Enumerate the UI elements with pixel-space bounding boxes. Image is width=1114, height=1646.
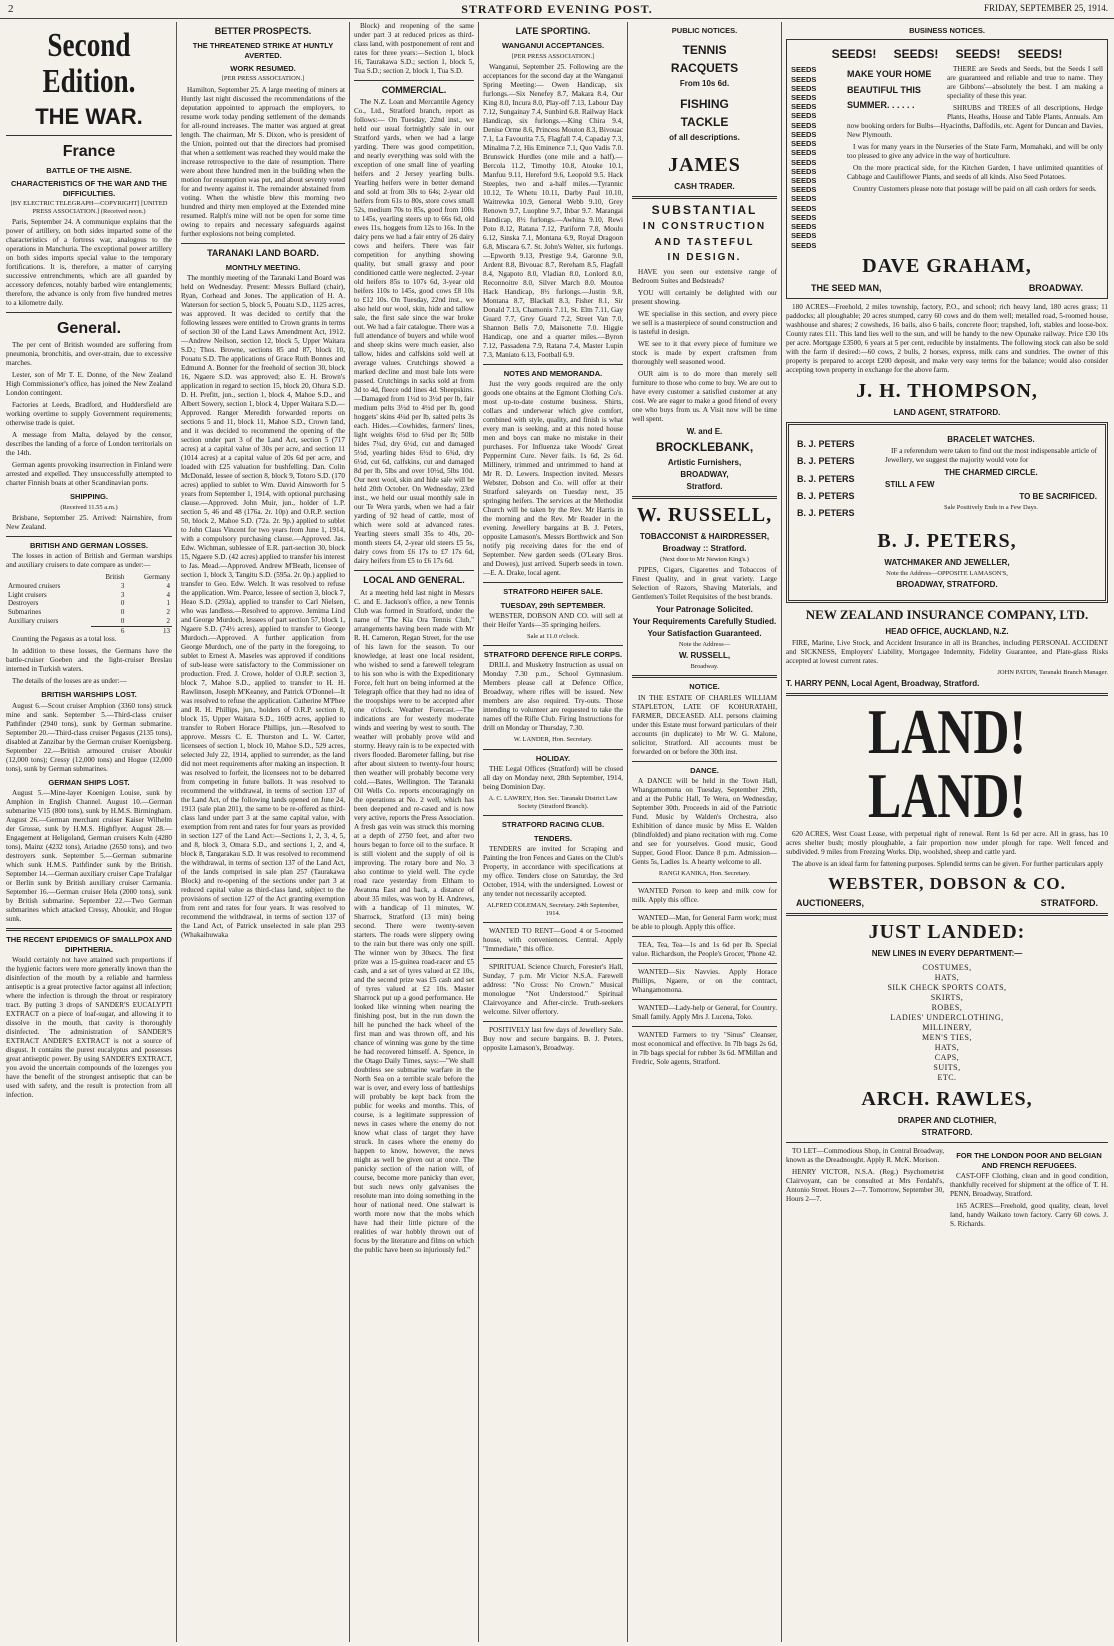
- divider: [632, 936, 777, 937]
- peters-name: B. J. PETERS,: [877, 530, 1017, 553]
- divider: [786, 913, 1108, 916]
- new-lines-heading: NEW LINES IN EVERY DEPARTMENT:—: [871, 949, 1023, 959]
- divider: [354, 570, 474, 571]
- rifle-heading: STRATFORD DEFENCE RIFLE CORPS.: [483, 650, 623, 659]
- table-header-row: [6, 573, 172, 582]
- prospects-subheading: WORK RESUMED.: [230, 64, 296, 73]
- land-heading: LAND! LAND!: [867, 695, 1027, 831]
- brocklebank-town: Stratford.: [686, 481, 723, 491]
- column-sporting: [483, 22, 623, 1642]
- seeds-paragraph: SHRUBS and TREES of all descriptions, Hedge Plants, Heaths, House and Table Plants, Annuals. Am now booking orders for Bulbs—Hyacinths, Daffodils, etc. Agent for Duncan and Davies, New Plymouth.: [847, 104, 1103, 140]
- war-heading: THE WAR.: [35, 104, 143, 130]
- table-cell: 4: [166, 581, 170, 590]
- losses-paragraph: In addition to these losses, the Germans have the battle-cruiser Goeben and the light-cruiser Breslau interned in Turkish waters.: [6, 647, 172, 674]
- divider: [632, 496, 777, 499]
- rawles-name: ARCH. RAWLES,: [861, 1088, 1033, 1111]
- divider: [354, 80, 474, 81]
- russell-tagline: Your Patronage Solicited.: [656, 605, 753, 614]
- taranaki-subheading: MONTHLY MEETING.: [225, 262, 301, 272]
- column-business-notices: [786, 22, 1108, 1642]
- table-cell: 3: [120, 581, 125, 590]
- tennis-ad-line: TENNIS: [682, 43, 727, 58]
- seeds-side-list: SEEDS SEEDS SEEDS SEEDS SEEDS SEEDS SEEDS SEEDS SEEDS SEEDS SEEDS SEEDS SEEDS SEEDS SEEDS SEEDS SEEDS SEEDS SEEDS SEEDS: [791, 65, 817, 250]
- divider: [483, 364, 623, 365]
- public-notices-heading: PUBLIC NOTICES.: [671, 26, 738, 35]
- descriptions-line: of all descriptions.: [669, 133, 740, 143]
- seeds-body: [847, 65, 1103, 194]
- classified-ad: HENRY VICTOR, N.S.A. (Reg.) Psychometrist Clairvoyant, can be consulted at Mrs Ferdahl's, Antonio Street. Hours 2—7. Tomorrow, September 30, Hours 2—7.: [786, 1168, 944, 1204]
- list-item: CAPS,: [934, 1053, 960, 1063]
- classified-ad: POSITIVELY last few days of Jewellery Sale. Buy now and secure bargains. B. J. Peters, opposite Lamason's, Broadway.: [483, 1026, 623, 1053]
- shipping-paragraph: Brisbane, September 25. Arrived: Nairnshire, from New Zealand.: [6, 513, 172, 531]
- furniture-paragraph: WE specialise in this section, and every piece we sell is a masterpiece of sound construction and is tasteful in design.: [632, 309, 777, 336]
- prospects-heading: BETTER PROSPECTS.: [214, 26, 312, 36]
- table-total-cell: 6: [91, 626, 126, 635]
- table-cell: Submarines: [8, 608, 42, 617]
- wanganui-article: Wanganui, September 25. Following are the acceptances for the second day at the Wanganui Spring Meeting:— Owen Handicap, six furlongs.—Six Nenefey 8.7, Makara 8.4, Our King 8.0, Incura 8.0, Play-off 7.13, Labour Day 7.12, Sungainay 7.4, Sunbird 6.8. Railway Hack Handicap, six furlongs.—King Chira 9.4, Denise Orme 8.6, Princess Mouton 8.3, Bivouac 7.1, La Favourita 7.5, Flagfall 7.4, Capaday 7.3, Minalma 7.2, His Eminence 7.1, Quo Vadis 7.0. Brunswick Hurdles (one mile and a half).—Bercola 11.2, Timothy 10.8, Atouke 10.1, Manfuu 9.11, Hereford 9.6, Leopold 9.5. Hack Steeples, two and a-half miles.—Tyrannic 10.12, Te Whetu 10.11, Darby Paul 10.10, Waitrewka 10.9, General Webb 9.10, Grey Renown 9.7, Luophne 9.7, Ihbar 9.7. Marangai Handicap, 8½ furlongs.—Awhina 9.10, Rewi Poto 8.12, Ratana 7.12, Pariform 7.8, Moulu 6.12, Sinska 7.1, Montana 6.9, Royal Dragoon 6.8, Miscara 6.7. St. John's Welter, six furlongs.—Epworth 9.13, Prestige 9.4, Garonne 9.0, Ardent 8.8, Bivouac 8.7, Rereham 8.5, Flagfall 8.4, Ngapoto 8.0, Vladian 8.0, Lonlord 8.0, Reconnoitre 8.0, Silver March 8.0. Moutoa Hack Handicap, 8½ furlongs.—Justin 9.8, Montana 8.7, Blackall 8.3, Fisher 8.1, Sir Donald 7.13, Chamonix 7.11, St. Elm 7.11, Gay Guard 7.7, Grey Guard 7.2, Street Van 7.0, Shannon Bells 7.0, Maisonette 7.0. Higgie Handicap, one and a quarter miles.—Byron 7.12, Passadena 7.9, Ratana 7.4, Master Lupin 7.3, Maniato 6.13, Football 6.9.: [483, 62, 623, 359]
- notice-paragraph: IN THE ESTATE OF CHARLES WILLIAM STAPLETON, LATE OF KOHURATAHI, FARMER, DECEASED. ALL persons claiming under this Estate must forward particulars of their accounts (in duplicate) to Mr W. G. Malone, solicitor, Stratford. All accounts must be forwarded on or before the 30th inst.: [632, 693, 777, 756]
- seeds-paragraph: On the more practical side, for the Kitchen Garden, I have unlimited quantities of Cabbage and Cauliflower Plants, and seeds of all kinds. Also Seed Potatoes.: [847, 164, 1103, 182]
- masthead: [0, 0, 1114, 19]
- continued-article: Block) and reopening of the same under part 3 at reduced prices as third-class land, with postponement of rent and rates for three years:—Section 1, block 16, Taurakawa S.D.; section 1, block 5, Tua S.D.; section 2, block 1, Tua S.D.: [354, 22, 474, 75]
- column-rule: [176, 22, 177, 1642]
- insurance-heading: NEW ZEALAND INSURANCE COMPANY, LTD.: [805, 607, 1089, 623]
- webster-name: WEBSTER, DOBSON & CO.: [828, 873, 1066, 893]
- table-cell: 1: [166, 599, 170, 608]
- dave-graham-footer: THE SEED MAN, BROADWAY.: [811, 282, 1083, 293]
- russell-address: Broadway :: Stratford.: [662, 543, 747, 553]
- furniture-headline: IN CONSTRUCTION: [642, 221, 767, 233]
- peters-trade: WATCHMAKER AND JEWELLER,: [884, 558, 1010, 568]
- classified-ad: WANTED Person to keep and milk cow for milk. Apply this office.: [632, 887, 777, 905]
- list-item: ETC.: [937, 1073, 957, 1083]
- table-header-cell: Germany: [143, 573, 170, 582]
- losses-paragraph: Counting the Pegasus as a total loss.: [12, 635, 117, 644]
- smallpox-advert: Would certainly not have attained such proportions if the hygienic factors were more generally known than the disinfection of the mouth by a reliable and harmless antiseptic is a great protective factor against all infection; where the infection is through the throat or respiratory tract. By putting 3 drops of SANDER'S EUCALYPTI EXTRACT on a piece of loaf-sugar, and allowing it to dissolve in the mouth, that cavity is thoroughly disinfected. The administration of SANDER'S EXTRACT ANDER'S EXTRACT is not a source of disgust. It contains the purest eucalyptus and possesses great antiseptic power. By using SANDER'S EXTRACT, you avoid the uncertain compounds of the lozenges you have the benefit of the strongest antiseptic that can be used with safety, and the result is protection from all infection.: [6, 955, 172, 1099]
- france-subheading: BATTLE OF THE AISNE.: [46, 165, 132, 175]
- table-total-row: [6, 626, 172, 635]
- holiday-signature: A. C. LAWREY, Hon. Sec. Taranaki District Law Society (Stratford Branch).: [488, 794, 618, 810]
- russell-street: Broadway.: [690, 663, 719, 671]
- divider: [181, 243, 345, 244]
- sporting-heading: LATE SPORTING.: [515, 26, 591, 36]
- table-cell: 0: [120, 616, 125, 625]
- farm-listing: 180 ACRES—Freehold, 2 miles township, factory, P.O., and school; rich heavy land, 180 acres grass; 11 paddocks; all ploughable; 20 acres stumped, carry 60 cows and do them well; metalled road, 5-roomed house, washhouse and shares; 2 cowsheds, 16 bails, also 6 bails, concrete floor; trapshed, loft, stables and loose-box. County rates £11. This land lies well to the sun, and will be handy to the new Opunake railway. Price £30 10s per acre. Mortgage £3500, 6 years at 5 per cent, reducible by instalments. The following stock can also be sold with the farm if desired:—60 cows, 2 bulls, 2 horses, express, milk cans and sundries. The owner of this property is prepared to accept £200 deposit, and make very easy terms for the balance; would also consider accepting town property in exchange for the above farm.: [786, 303, 1108, 374]
- general-paragraph: German agents provoking insurrection in Finland were arrested and expelled. They unsuccessfully attempted to charter Finnish boats at other Scandinavian ports.: [6, 461, 172, 488]
- furniture-headline: AND TASTEFUL: [654, 236, 755, 248]
- notes-heading: NOTES AND MEMORANDA.: [503, 368, 603, 378]
- divider: [632, 999, 777, 1000]
- table-row: [6, 617, 172, 626]
- prospects-credit: [PER PRESS ASSOCIATION.]: [221, 75, 305, 83]
- classified-ad: 165 ACRES—Freehold, good quality, clean, level land, handy Waikato town factory. Carry 60 cows. J. S. Richards.: [950, 1202, 1108, 1228]
- table-row: [6, 582, 172, 591]
- column-war-news: [6, 22, 172, 1642]
- brocklebank-initials: W. and E.: [686, 426, 723, 436]
- heifer-sale-date: TUESDAY, 29th SEPTEMBER.: [500, 600, 606, 610]
- table-cell: 0: [120, 599, 125, 608]
- table-cell: 2: [166, 608, 170, 617]
- general-paragraph: A message from Malta, delayed by the censor, describes the landing of a force of London territorials on the 14th.: [6, 431, 172, 458]
- insurance-agent: T. HARRY PENN, Local Agent, Broadway, Stratford.: [786, 678, 980, 688]
- russell-trade: TOBACCONIST & HAIRDRESSER,: [639, 531, 770, 541]
- taranaki-heading: TARANAKI LAND BOARD.: [207, 247, 319, 258]
- seeds-paragraph: I was for many years in the Nurseries of the State Farm, Momahaki, and will be only too pleased to give any advice in the way of horticulture.: [847, 143, 1103, 161]
- taranaki-article: The monthly meeting of the Taranaki Land Board was held on Wednesday. Present: Messrs Bullard (chair), Ryan, Corhead and Jones. The application of H. A. Waterson for section 5, block 5, Pouatu S.D., 1125 acres, was approved. It was decided to certify that the following lessees were entitled to Crown grants in terms of section 30 of the Land Laws Amendment Act, 1912.—Andrew Neilson, section 12, block 5, Upper Waitara S.D.; Thos. Browne, sections 85 and 87, block 10, Pouatu S.D. The applications of Grace Ruth Bonnes and Edmund A. Bonner for the freehold of section 30, block 16, Ngaere S.D. was approved; also E. H. Brown's application in regard to section 15, block 20, Ohura S.D. D. H. Prefitt, jun., section 1, block 4, Mahoe S.D., and Albert Sowery, section 1, block 4, Upper Waitara S.D.—Approved. Ranger Meredith forwarded reports on sections 5 and 11, block 11, Mahoe S.D., Crown land, and it was decided to recommend the opening of the section under part 3 of the Land Act, section 5 (717 acres) at a capital value of 30s per acre, and section 11 (1014 acres) at a capital value of 20s 6d per acre, and loaded with £25 valuation for bushfelling. Dan. Colin McDonald, lessee of section 8, block 9, Totoro S.D. (170 acres) applied to sublet to Wm. David Ainsworth for 5 years from September 1, 1914, with optional purchasing clause.—Approved. John Muir, jun., holder of L.P. section 5, 46 and 48 (176a. 2r. 10p) and O.R.P. section 50, block 2, Mahoe S.D. (72a. 2r. 9p.) applied to sublet to John Claus Vincent for two years from June 1, 1914, with a compulsory purchasing clause.—Approved. Jas. Edw. Wichman, sublessee of E.R. part-section 30, block 15, Ngaere S.D. (42 acres) applied to transfer his interest to Jas. Mead.—Approved. Andrew M'Beath, licensee of section 1, block 3, Tangitu S.D. (595a. 2r. 0p.) applied to transfer to Geo. Edw. Welch. It was resolved to refuse the application. Wm. Pearce, lessee of section 3, block 7, Heao S.D. (293a), applied to transfer to Carl Nielsen, who was landless.—Resolved to approve. Jemima Lind and George Murdoch, lessees of part section 57, block 1, Ngaere S.D. (74½ acres), applied to transfer to George Murdoch.—Approved. A further application from George Murdoch, one of the party in the foregoing, to sublet to Ernest A. Maseles was approved if conditions of sub-lease were satisfactory to the Commissioner on production. Fred. J. Crowe, holder of O.R.P. section 3, block 7, Mahoe S.D., applied to transfer to H. H. Rawlinson, Joseph M'Keaney, and Patrick O'Donnel—It was resolved to refuse the application. Catherine M'Phee and R. H. Phillips, jun., holders of O.R.P. section 8, block 15, Upper Waitara S.D., 1609 acres, applied to transfer to Robert Horace Phillips, jun.—Resolved to approve. Messrs C. E. Thurston and L. W. Carter, licensees of section 1, block 10, Mahoe S.D., 529 acres, selected July 22, 1914, applied to surrender, as the land did not meet requirements after making an inspection. It was resolved to forfeit, the licensees not to be debarred from competing in future ballots. It was resolved to recommend the withdrawal, in terms of section 137 of the Land Act, of the following lands opened on June 24, 1913 (sale plan 201), the same to be re-offered as third-class land under part 3 at the same capital value, with exemption from rent and rates for four years as provided in section 127 of the Land Act:—Sections 1, 2, 3, 4, 5, and 8, block 3, Omara S.D., and sections 1, 2, and 4, block 8, Tangarakau S.D. It was resolved to recommend the withdrawal, in terms of section 137 of the Land Act, of the lands comprised in sale plan 257 (Taurakawa Block) and re-opening of the sections under part 3 at reduced capital value as third-class land, subject to the provisions of section 127 of the Act granting exemption from rent and rates for four years. It was resolved to recommend the withdrawal, in terms of section 137 of the Land Act, of Patrick unselected in sale plan 293 (Whakaihuwaka: [181, 274, 345, 940]
- list-item: COSTUMES,: [922, 963, 972, 973]
- dave-graham-name: DAVE GRAHAM,: [862, 254, 1032, 277]
- prospects-article: Hamilton, September 25. A large meeting of miners at Huntly last night discussed the recommendations of the deputation appointed to approach the employers, to resume work today pending settlement of the demands for all-round increases. The matter was argued at great length. The chairman, Mr S. Dixon, who is president of the Union, pointed out that the directors had promised that when a settlement was reached they would make the increase retrospective to the date of resumption. There were about three hundred men in the building when the motion for resumption was put, and about seventy voted for and twenty against it. The remainder abstained from voting. When the whistle blew this morning two hundred and thirty men employed at the Extended mine resumed. Ralph's mine will not be open for some time owing to repairs and necessary safeguards against further explosions not being completed.: [181, 85, 345, 238]
- column-local-news: [181, 22, 345, 1642]
- rifle-text: DRILL and Musketry Instruction as usual on Monday 7.30 p.m., School Gymnasium. Members please call at Defence Office, Broadway, where rifles will be issued. New members are also required. Try-outs. Those intending to volunteer are requested to take the names off the Rifle Club. Firing Instructions for drill on Monday or Thursday, 7.30.: [483, 661, 623, 733]
- dance-paragraph: A DANCE will be held in the Town Hall, Whangamomona on Tuesday, September 29th, and at the Public Hall, Te Wera, on Wednesday, September 30th. Proceeds in aid of the Patriotic Fund. Music by Walden's Orchestra, also Exhibition of dance music by Miss E. Walden (blindfolded) and piano recitation with rug. Come and see for yourselves. Good music, Good Supper, Good Floor. Dance 8 p.m. Admission—Gents 5s, Ladies 1s. A hearty welcome to all.: [632, 777, 777, 866]
- russell-location: (Next door to Mr Newton King's.): [660, 555, 749, 563]
- just-landed-heading: JUST LANDED:: [868, 921, 1026, 944]
- classified-ad: WANTED—Lady-help or General, for Country. Small family. Apply Mrs J. Lucena, Toko.: [632, 1004, 777, 1022]
- france-headline: CHARACTERISTICS OF THE WAR AND THE DIFFICULTIES.: [11, 179, 167, 198]
- divider: [6, 928, 172, 931]
- list-item: SKIRTS,: [930, 993, 964, 1003]
- table-header-cell: [6, 573, 91, 582]
- general-paragraph: Factories at Leeds, Bradford, and Huddersfield are working overtime to supply Government requirements; otherwise trade is quiet.: [6, 401, 172, 428]
- russell-name-small: W. RUSSELL,: [678, 651, 731, 661]
- rawles-trade: DRAPER AND CLOTHIER,: [897, 1116, 997, 1126]
- table-cell: 4: [166, 590, 170, 599]
- seeds-advert: [786, 39, 1108, 299]
- seeds-paragraph: Country Customers please note that postage will be paid on all cash orders for seeds.: [853, 185, 1097, 194]
- table-row: [6, 599, 172, 608]
- smallpox-heading: THE RECENT EPIDEMICS OF SMALLPOX AND DIPHTHERIA.: [6, 935, 172, 954]
- land-paragraph: 620 ACRES, West Coast Lease, with perpetual right of renewal. Rent 1s 6d per acre. All in grass, has 10 acres shelter bush; mostly ploughable, a fair proportion now under plough for rape. Well fenced and subdivided. 9 miles from Freezing Works. Dip, woolshed, sheep and cattle yard.: [786, 829, 1108, 856]
- divider: [6, 135, 172, 136]
- classified-ad: SPIRITUAL Science Church, Forester's Hall, Sunday, 7 p.m. Mr Victor N.S.A. Farewell address: "No Cross: No Crown." Musical monologue "Not Understood." Spiritual Clairvoyance and After-circle. Truth-seekers welcome. Silver offertory.: [483, 963, 623, 1017]
- peters-advert: [786, 422, 1108, 603]
- webster-footer: AUCTIONEERS, STRATFORD.: [796, 898, 1098, 908]
- column-commercial: [354, 22, 474, 1642]
- list-item: SILK CHECK SPORTS COATS,: [887, 983, 1007, 993]
- insurance-manager: JOHN PATON, Taranaki Branch Manager.: [997, 668, 1108, 676]
- cash-trader-line: CASH TRADER.: [674, 182, 735, 192]
- thompson-subtitle: LAND AGENT, STRATFORD.: [893, 408, 1001, 417]
- classified-ad: TO LET—Commodious Shop, in Central Broadway, known as the Dreadnought. Apply R. McK. Morison.: [786, 1147, 944, 1165]
- classified-ad: CAST-OFF Clothing, clean and in good condition, thankfully received for shipment at the office of T. H. PENN, Broadway, Stratford.: [950, 1172, 1108, 1198]
- russell-paragraph: PIPES, Cigars, Cigarettes and Tobaccos of Finest Quality, and in great variety. Large Selection of Razors, Shaving Materials, and Gentlemen's Toilet Requisites of the best brands.: [632, 566, 777, 601]
- rawles-town: STRATFORD.: [921, 1128, 973, 1138]
- divider: [483, 1021, 623, 1022]
- general-paragraph: Lester, son of Mr T. E. Donne, of the New Zealand High Commissioner's office, has joined the New Zealand London contingent.: [6, 371, 172, 398]
- tackle-ad-line: TACKLE: [680, 115, 729, 130]
- divider: [632, 675, 777, 678]
- table-cell: Armoured cruisers: [8, 581, 61, 590]
- german-lost-heading: GERMAN SHIPS LOST.: [48, 777, 130, 787]
- divider: [632, 196, 777, 199]
- list-item: ROBES,: [931, 1003, 963, 1013]
- local-general-heading: LOCAL AND GENERAL.: [363, 575, 465, 586]
- dance-heading: DANCE.: [690, 765, 719, 775]
- seeds-banner: SEEDS! SEEDS! SEEDS! SEEDS!: [831, 47, 1063, 62]
- furniture-paragraph: YOU will certainly be delighted with our present showing.: [632, 288, 777, 306]
- land-paragraph: The above is an ideal farm for fattening purposes. Splendid terms can be given. For further particulars apply: [792, 859, 1104, 868]
- tenders-heading: TENDERS.: [534, 833, 572, 843]
- bottom-classifieds: [786, 1147, 1108, 1232]
- heifer-sale-heading: STRATFORD HEIFER SALE.: [503, 587, 603, 597]
- furniture-headline: IN DESIGN.: [667, 252, 742, 264]
- dance-signature: RANGI KANIKA, Hon. Secretary.: [658, 870, 751, 877]
- notes-article: Just the very goods required are the only goods one obtains at the Egmont Clothing Co's. most up-to-date costume business. Shirts, collars and underwear which give comfort, combined with style, quality, and finish is what every man is seeking, and at this noted house men and boys can make no mistake in their purchases. For Influenza take Woods' Great Peppermint Cure. Never fails. 1s 6d, 2s 6d. Millinery, trimmed and untrimmed to hand at Mr R. D. Lewers. Inspection invited. Messrs Webster, Dobson and Co. will offer at their Stratford saleyards on Tuesday next, 35 springing heifers. The services at the Methodist Church will be taken by the Rev. Mr Harris in the morning and the Rev. Mr Reader in the evening. Jewellery bargains at B. J. Peters, opposite Lamason's. Messrs Borthwick and Son notify pig receiving dates for the end of September. New garden seeds (O'Leary Bros. and Dowes), just arrived. Superb seeds in town.—E. A. Drake, local agent.: [483, 380, 623, 578]
- racquets-ad-line: RACQUETS: [670, 61, 739, 76]
- table-total-cell: 13: [126, 626, 172, 635]
- commercial-article: The N.Z. Loan and Mercantile Agency Co., Ltd., Stratford branch, report as follows:— On Tuesday, 22nd inst., we held our usual fortnightly sale in our Stratford yards, when we had a large yarding. There was good competition, and nearly everything was sold with the exception of one small line of yearling heifers and 2 Jersey yearling bulls. Yearling heifers were in better demand and sold at from 30s to 64s; 2-year old heifers from 61s to 80s, store cows small 52s, medium 70s to 85s, good from 100s to 145s, yearling steers up to 66s 6d, old ewes 11s, hoggets from 12s to 16s. In the dairy pens we had a fair entry of 26 dairy cows and heifers. There was fair competition for anything showing quality, but small grassy and poor conditioned cattle were neglected. 2-year old heifers 85s to 107s 6d, 3-year old heifers 110s to 145s, good cows £8 10s to £12 10s. On Tuesday, 22nd inst., we also held our wool, skin, hide and tallow sale, the first sale since the war broke out. We had a fair catalogue. There was a full attendance of buyers and while wool and sheep skins were much easier, also tallow, hides and calfskins sold well at average values. Crutchings showed a marked decline and most bale lots were passed. Crutchings in sacks sold at from 3d to 4d, fleece odd lines 4d. Sheepskins.—Damaged from 1½d to 3½d per lb, fair medium pelts 3½d to 4½d per lb, good hoggets' skins 4¼d per lb, salted pelts 3s each. Hides.—Cowhides, farmers' lines, light weights 6½d to 6¾d per lb; 50lb hides 7¼d, dry 6½d, cut and damaged 5½d, yearling hides 6½d to 6¾d, dry 6½d, cut 6d, calfskins, cut and damaged 8d per lb, 5lbs and over 10½d, 5lbs 10d. Our next wool, skin and hide sale will be held 20th October. On Wednesday, 23rd inst., we held our usual monthly sale in our Te Wera yards, when we had a fair yarding of 92 head of cattle, most of which were sold at advanced rates. Yearling steers small 35s to 40s, 20-month steers £4, 2-year old steers £5 5s, dairy cows from £6 17s to £7 17s 6d, dairy heifers from £5 to £6 17s 6d.: [354, 98, 474, 566]
- table-cell: 0: [120, 608, 125, 617]
- local-general-article: At a meeting held last night in Messrs C. and E. Jackson's office, a new Tennis Club was formed in Stratford, under the name of "The Kia Ora Tennis Club," arrangements having been made with Mr R. H. Cameron, Regan Street, for the use of his lawn for the season. To our knowledge, at least one local resident, who wished to send a farewell telegram to his son who is with the Expeditionary Force, felt hurt on being informed at the Telegraph office that they had no idea of the troopships were to be accepted after one o'clock. Weather Forecast.—The indications are for westerly moderate winds and veering by west to south. The weather will probably prove wild and stormy. Heavy rain is to be expected with rivers flooded. Barometer falling, but rise after about sixteen to twenty-four hours; then weather will probably become very cold.—Bates, Wellington. The Taranaki Oil Wells Co. reports encouragingly on the operations at No. 2 well, which has been deepened and re-cased and is now very active, reports the Press Association. A fresh gas vein was struck this morning at a depth of 2750 feet, and after two hours began to force oil to the surface. It is still violent and the supply of oil is improving. The rotary bore and No. 3 also continue to yield well. The cycle road race yesterday from Eltham to Awatuna East and back, a distance of about 35 miles, was won by H. Andrews, with a handicap of 11 minutes, W. Sharrock, Stratford (13 min) being second. There were twenty-seven starters. The roads were slippery owing to the rain but there was only one spill. The winner won by 30secs. The first prize was a 15-guinea road-racer and £5 cash, and a set of tyres valued at £2 10s, and the second prize was £5 cash and set of tyres valued at £2 10s. Master Sharrock put up a good performance. He looked like winning when nearing the finishing post, but in the run down the hill he punched the back wheel of the first man and was thrown off, and his chance of winning was gone by the time he had recovered himself. A. Spence, in the Otago Daily Times, says:—"We shall doubtless see submarine warfare in the North Sea on a terrible scale before the war is over, and every loss of battleships will probably be kept back from the public for weeks and months. This, of course, is a legitimate suppression of news in cases where the enemy do not know what class of target they have struck. In cases where the enemy do happen to know, however, the news might as well be given out at once. The panicky section of the nation will, of course, become more panicky than ever, but such news only galvanises the resolute man into doing something in the hour of national need. One stalwart is worth more now that the mobs which have had their little picture of the realities of war hobbly thrown out of focus by the literature and films on which the public have been so injuriously fed.": [354, 588, 474, 1254]
- list-item: LADIES' UNDERCLOTHING,: [890, 1013, 1004, 1023]
- divider: [483, 922, 623, 923]
- issue-date: FRIDAY, SEPTEMBER 25, 1914.: [983, 3, 1108, 13]
- tenders-signature: ALFRED COLEMAN, Secretary. 24th September, 1914.: [486, 901, 619, 917]
- divider: [786, 1142, 1108, 1143]
- bottom-classifieds-left: [786, 1147, 944, 1232]
- column-rule: [478, 22, 479, 1642]
- notice-heading: NOTICE.: [689, 682, 720, 692]
- classified-ad: WANTED—Man, for General Farm work; must be able to plough. Apply this office.: [632, 914, 777, 932]
- table-cell: Destroyers: [8, 599, 39, 608]
- insurance-paragraph: FIRE, Marine, Live Stock, and Accident Insurance in all its Branches, including PERSONAL ACCIDENT and SICKNESS, Employers' Liability, Mortgagee Indemnity, Fidelity Guarantee, and Plate-glass Risks accepted at lowest current rates.: [786, 638, 1108, 665]
- france-credit: [BY ELECTRIC TELEGRAPH—COPYRIGHT] [UNITED PRESS ASSOCIATION.] (Received noon.): [10, 200, 168, 216]
- france-article: Paris, September 24. A communique explains that the power of artillery, on both sides imparted some of the characteristics of a fortress war, analogous to the operations in Manchuria. The exceptional power artillery on both sides imports special value to the temporary fortifications. It is, therefore, a matter of carrying successive entrenchments, which are all guarded by accessory defences, notably barbed wire entanglements; therefore, the advance is only from five hundred metres to a kilometre daily.: [6, 218, 172, 308]
- peters-note: Note the Address—OPPOSITE LAMASON'S,: [886, 570, 1008, 578]
- divider: [483, 958, 623, 959]
- new-lines-list: [786, 963, 1108, 1083]
- british-lost-heading: BRITISH WARSHIPS LOST.: [41, 690, 137, 700]
- losses-paragraph: The details of the losses are as under:—: [12, 677, 127, 686]
- column-rule: [349, 22, 350, 1642]
- table-cell: 2: [166, 616, 170, 625]
- furniture-paragraph: WE see to it that every piece of furniture we stock is made by expert craftsmen from thoroughly well seasoned wood.: [632, 339, 777, 366]
- prospects-subheading: THE THREATENED STRIKE AT HUNTLY AVERTED.: [192, 41, 334, 60]
- tenders-text: TENDERS are invited for Scraping and Painting the Iron Fences and Gates on the Club's Property, in accordance with specifications at my office. Tenders close on Saturday, the 3rd October, 1914, with the undersigned. Lowest or any tender not necessarily accepted.: [483, 844, 623, 898]
- table-cell: 3: [120, 590, 125, 599]
- list-item: MILLINERY,: [922, 1023, 972, 1033]
- holiday-heading: HOLIDAY.: [535, 753, 571, 763]
- list-item: HATS,: [934, 973, 960, 983]
- brocklebank-street: BROADWAY,: [680, 469, 729, 479]
- divider: [483, 645, 623, 646]
- table-header-cell: British: [105, 573, 125, 582]
- classified-ad: TEA, Tea, Tea—1s and 1s 6d per lb. Special value. Richardson, the People's Grocer, 'Phone 42.: [632, 941, 777, 959]
- brocklebank-name: BROCKLEBANK,: [655, 439, 754, 454]
- peters-address: BROADWAY, STRATFORD.: [896, 580, 998, 590]
- british-lost-paragraph: August 6.—Scout cruiser Amphion (3360 tons) struck mine and sank. September 5.—Third-class cruiser Pathfinder (2940 tons), sunk by German submarine. September 20.—Third-class cruiser Pegasus (2135 tons), disabled at Zanzibar by the German cruiser Koenigsberg. September 22.—British armoured cruiser Aboukir (12,000 tons); Cressy (12,000 tons) and Hogue (12,000 tons), sunk by German submarines.: [6, 701, 172, 773]
- russell-note: Note the Address—: [678, 641, 731, 648]
- german-lost-paragraph: August 5.—Mine-layer Koenigen Louise, sunk by Amphion in English Channel. August 10.—German submarine V15 (800 tons), sunk by H.M.S. Birmingham. August 26.—German merchant cruiser Kaiser Wilhelm der Grosse, sunk by H.M.S. Highflyer. August 28.—Engagement at Heligoland, German cruisers Koln (4280 tons), Mainz (4232 tons), Ariadne (2650 tons), and two destroyers sunk. September 5.—German submarine which sunk H.M.S. Pathfinder sunk by the British. September 14.—German auxiliary cruiser Cape Trafalgar or Berlin sunk by British auxiliary cruiser Carmania. September 16.—German cruiser Hela (2000 tons), sunk by British submarine. September 22.—Two German submarines which attacked Cressy, Aboukir, and Hogue sunk.: [6, 789, 172, 924]
- edition-heading: Second Edition.: [42, 27, 136, 100]
- peters-body: BRACELET WATCHES. IF a referendum were taken to find out the most indispensable article of Jewellery, we suggest the majority would vote for THE CHARMED CIRCLE. STILL A FEW TO BE SACRIFICED. Sale Positively Ends in a Few Days.: [885, 435, 1097, 511]
- table-row: [6, 608, 172, 617]
- holiday-text: THE Legal Offices (Stratford) will be closed all day on Monday next, 28th September, 1914, being Dominion Day.: [483, 764, 623, 791]
- russell-tagline: Your Satisfaction Guaranteed.: [647, 629, 762, 638]
- general-heading: General.: [56, 320, 122, 338]
- divider: [483, 582, 623, 583]
- seeds-paragraph: THERE are Seeds and Seeds, but the Seeds I sell are guaranteed and reliable and true to name. They are Gibbons'—absolutely the best. I am making a speciality of these this year.: [947, 65, 1103, 101]
- losses-heading: BRITISH AND GERMAN LOSSES.: [29, 540, 149, 550]
- rifle-signature: W. LANDER, Hon. Secretary.: [513, 736, 593, 744]
- racing-club-heading: STRATFORD RACING CLUB.: [501, 820, 605, 830]
- france-heading: France: [62, 142, 116, 160]
- price-line: From 10s 6d.: [679, 79, 730, 89]
- furniture-paragraph: HAVE you seen our extensive range of Bedroom Suites and Bedsteads?: [632, 267, 777, 285]
- classified-ad: WANTED—Six Navvies. Apply Horace Phillips, Ngaere, or on the contract, Whangamomona.: [632, 968, 777, 995]
- divider: [6, 312, 172, 313]
- shipping-received: (Received 11.55 a.m.): [60, 503, 118, 511]
- list-item: SUITS,: [933, 1063, 961, 1073]
- list-item: MEN'S TIES,: [922, 1033, 972, 1043]
- general-paragraph: The per cent of British wounded are suffering from pneumonia, bronchitis, and over-strain, due to excessive marches.: [6, 341, 172, 368]
- divider: [483, 815, 623, 816]
- losses-intro: The losses in action of British and German warships and auxiliary cruisers to date compare as under:—: [6, 552, 172, 570]
- furniture-paragraph: OUR aim is to do more than merely sell furniture to those who come to buy. We are out to have every customer a satisfied customer at any cost. We are eager to make a good friend of every one who buys from us. A Visit now will be time well spent.: [632, 369, 777, 423]
- business-notices-heading: BUSINESS NOTICES.: [909, 26, 985, 35]
- column-rule: [781, 22, 782, 1642]
- list-item: HATS,: [934, 1043, 960, 1053]
- divider: [6, 536, 172, 537]
- page-mark: 2: [8, 3, 14, 15]
- newspaper-title: STRATFORD EVENING POST.: [461, 2, 653, 16]
- heifer-sale-time: Sale at 11.0 o'clock.: [526, 632, 579, 640]
- classified-ad: WANTED Farmers to try "Sinus" Cleanser, most economical and effective. In 7lb bags 2s 6d, in 7lb bags special for rubber 3s 6d. M'Millan and Fredric, Sole agents, Stratford.: [632, 1031, 777, 1067]
- divider: [632, 761, 777, 762]
- james-name: JAMES: [668, 154, 741, 177]
- losses-table: [6, 573, 172, 635]
- table-cell: Light cruisers: [8, 590, 47, 599]
- column-rule: [627, 22, 628, 1642]
- russell-tagline: Your Requirements Carefully Studied.: [632, 617, 777, 626]
- wanganui-credit: [PER PRESS ASSOCIATION.]: [511, 52, 595, 60]
- divider: [632, 1026, 777, 1027]
- fishing-ad-line: FISHING: [680, 97, 729, 112]
- column-public-notices: [632, 22, 777, 1642]
- poor-heading: FOR THE LONDON POOR AND BELGIAN AND FRENCH REFUGEES.: [956, 1151, 1102, 1170]
- seeds-slogan: MAKE YOUR HOME BEAUTIFUL THIS SUMMER. . . . . .: [847, 69, 932, 110]
- thompson-name: J. H. THOMPSON,: [856, 380, 1038, 402]
- divider: [483, 749, 623, 750]
- divider: [632, 963, 777, 964]
- russell-name: W. RUSSELL,: [636, 503, 773, 526]
- commercial-heading: COMMERCIAL.: [381, 85, 447, 95]
- furniture-headline: SUBSTANTIAL: [651, 203, 758, 218]
- insurance-office: HEAD OFFICE, AUCKLAND, N.Z.: [885, 626, 1009, 636]
- brocklebank-trade: Artistic Furnishers,: [667, 457, 742, 467]
- peters-side-list: B. J. PETERS B. J. PETERS B. J. PETERS B. J. PETERS B. J. PETERS: [797, 439, 855, 518]
- bottom-classifieds-right: [950, 1147, 1108, 1232]
- table-row: [6, 591, 172, 600]
- table-cell: Auxiliary cruisers: [8, 617, 59, 626]
- shipping-heading: SHIPPING.: [70, 492, 108, 502]
- wanganui-heading: WANGANUI ACCEPTANCES.: [501, 41, 605, 51]
- divider: [632, 909, 777, 910]
- heifer-sale-text: WEBSTER, DOBSON AND CO. will sell at their Heifer Yards—35 springing heifers.: [483, 611, 623, 629]
- divider: [632, 882, 777, 883]
- classified-ad: WANTED TO RENT—Good 4 or 5-roomed house, with conveniences. Central. Apply "Immediate," this office.: [483, 927, 623, 954]
